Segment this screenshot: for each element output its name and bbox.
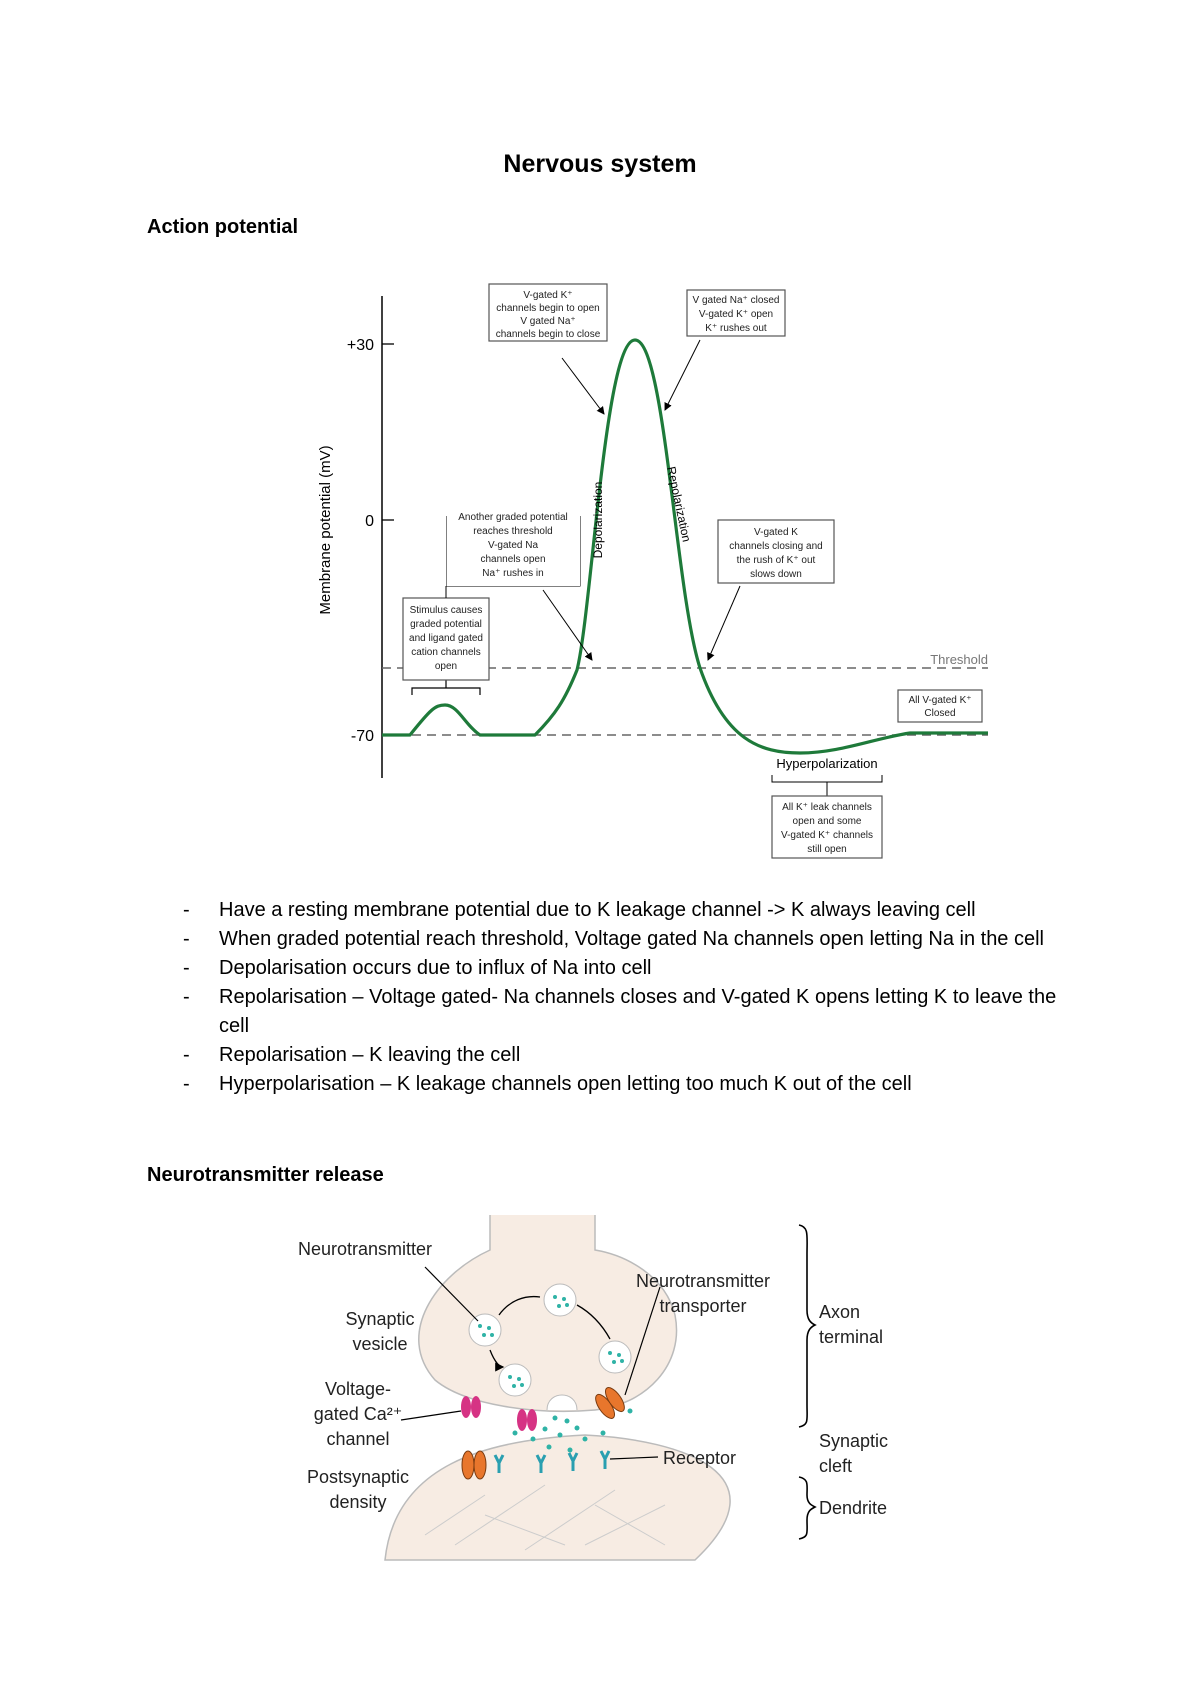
label-axon-terminal: terminal — [819, 1327, 884, 1347]
box-all-vgated-closed — [898, 690, 982, 722]
svg-text:channels closing and: channels closing and — [729, 541, 823, 552]
label-synaptic-vesicle: vesicle — [352, 1334, 408, 1354]
svg-text:V-gated K⁺ channels: V-gated K⁺ channels — [780, 830, 874, 841]
list-item — [183, 1070, 1083, 1099]
list-item — [183, 954, 1083, 983]
bullet-list — [183, 896, 1083, 1099]
box-vgated-k-begin — [489, 284, 607, 341]
list-item — [183, 1041, 1083, 1070]
list-item-text: Depolarisation occurs due to influx of Na into cell — [219, 957, 652, 979]
svg-text:graded potential: graded potential — [410, 619, 482, 630]
label-postsynaptic: Postsynaptic — [306, 1467, 410, 1487]
label-vgcc: Voltage- — [324, 1379, 392, 1399]
svg-text:channels begin to close: channels begin to close — [495, 329, 601, 340]
svg-text:channels open: channels open — [480, 554, 546, 565]
y-tick-label-30: +30 — [346, 337, 374, 354]
box-vgated-k-closing — [718, 520, 834, 583]
svg-text:Stimulus causes: Stimulus causes — [409, 605, 483, 616]
vesicle — [469, 1314, 501, 1346]
label-transporter: transporter — [659, 1296, 747, 1316]
arrow-vgated-k-closing — [708, 586, 740, 660]
ca-channel-icon — [461, 1396, 481, 1418]
box-another-graded — [447, 506, 580, 586]
page-title: Nervous system — [503, 150, 697, 178]
bullet-marker: - — [183, 957, 190, 979]
stimulus-bracket — [412, 680, 480, 695]
label-receptor: Receptor — [663, 1448, 737, 1468]
label-dendrite: Dendrite — [819, 1498, 888, 1518]
list-item — [183, 896, 1083, 925]
svg-text:K⁺ rushes out: K⁺ rushes out — [705, 323, 767, 334]
section-heading-action-potential: Action potential — [147, 216, 299, 238]
svg-text:Another graded potential: Another graded potential — [458, 512, 568, 523]
svg-text:Na⁺ rushes in: Na⁺ rushes in — [482, 568, 544, 579]
list-item-text: Repolarisation – Voltage gated- Na channels closes and V-gated K opens letting K to leave the cell — [219, 986, 1057, 1037]
neurotransmitter-release-diagram — [285, 1215, 945, 1565]
vesicle — [599, 1341, 631, 1373]
list-item-text: Have a resting membrane potential due to K leakage channel -> K always leaving cell — [219, 899, 976, 921]
list-item — [183, 925, 1083, 954]
svg-text:All K⁺ leak channels: All K⁺ leak channels — [782, 802, 872, 813]
hyperpolarization-bracket — [772, 775, 882, 796]
label-synaptic-cleft: cleft — [819, 1456, 853, 1476]
label-postsynaptic: density — [329, 1492, 387, 1512]
box-all-k-leak — [772, 796, 882, 858]
repolarization-label: Repolarization — [664, 465, 694, 544]
svg-text:V-gated K⁺ open: V-gated K⁺ open — [698, 309, 774, 320]
svg-text:open and some: open and some — [792, 816, 862, 827]
svg-text:channels begin to open: channels begin to open — [496, 303, 600, 314]
svg-text:slows down: slows down — [750, 569, 802, 580]
svg-text:still open: still open — [807, 844, 847, 855]
vesicle — [499, 1364, 531, 1396]
svg-text:V gated Na⁺: V gated Na⁺ — [520, 316, 576, 327]
section-heading-neurotransmitter: Neurotransmitter release — [147, 1164, 384, 1186]
svg-text:Closed: Closed — [924, 708, 956, 719]
label-neurotransmitter: Neurotransmitter — [298, 1239, 433, 1259]
depolarization-label: Depolarization — [591, 481, 605, 559]
list-item-text: When graded potential reach threshold, Voltage gated Na channels open letting Na in the cell — [219, 928, 1044, 950]
bullet-marker: - — [183, 1044, 190, 1066]
threshold-label: Threshold — [930, 652, 988, 667]
label-transporter: Neurotransmitter — [635, 1271, 771, 1291]
vesicle — [544, 1284, 576, 1316]
label-vgcc: gated Ca²⁺ — [313, 1404, 403, 1424]
arrow-vgated-k-begin — [562, 358, 604, 414]
label-vgcc: channel — [326, 1429, 390, 1449]
label-synaptic-vesicle: Synaptic — [345, 1309, 415, 1329]
svg-text:open: open — [434, 661, 458, 672]
axon-terminal-shape — [419, 1215, 677, 1411]
box-stimulus — [403, 598, 489, 680]
label-synaptic-cleft: Synaptic — [819, 1431, 889, 1451]
bullet-marker: - — [183, 928, 190, 950]
list-item — [183, 983, 1083, 1041]
bullet-marker: - — [183, 1073, 190, 1095]
bullet-marker: - — [183, 986, 190, 1008]
svg-text:V-gated K⁺: V-gated K⁺ — [523, 290, 573, 301]
hyperpolarization-label: Hyperpolarization — [776, 756, 878, 771]
braces — [799, 1225, 815, 1539]
y-tick-label-70: -70 — [350, 728, 374, 745]
ca-channel-icon — [517, 1409, 537, 1431]
svg-text:V-gated K: V-gated K — [754, 527, 798, 538]
bullet-marker: - — [183, 899, 190, 921]
svg-text:the rush of K⁺ out: the rush of K⁺ out — [736, 555, 816, 566]
label-axon-terminal: Axon — [819, 1302, 861, 1322]
svg-text:cation channels: cation channels — [411, 647, 481, 658]
list-item-text: Hyperpolarisation – K leakage channels open letting too much K out of the cell — [219, 1073, 912, 1095]
svg-text:V gated Na⁺ closed: V gated Na⁺ closed — [692, 295, 780, 306]
arrow-vgated-na-closed — [665, 340, 700, 410]
svg-text:reaches threshold: reaches threshold — [473, 526, 553, 537]
svg-text:V-gated Na: V-gated Na — [487, 540, 539, 551]
y-axis-label: Membrane potential (mV) — [317, 445, 334, 615]
action-potential-diagram — [300, 270, 1000, 860]
box-vgated-na-closed — [687, 290, 785, 336]
svg-text:All V-gated K⁺: All V-gated K⁺ — [908, 695, 972, 706]
svg-text:and ligand gated: and ligand gated — [409, 633, 483, 644]
y-tick-label-0: 0 — [365, 513, 374, 530]
list-item-text: Repolarisation – K leaving the cell — [219, 1044, 521, 1066]
